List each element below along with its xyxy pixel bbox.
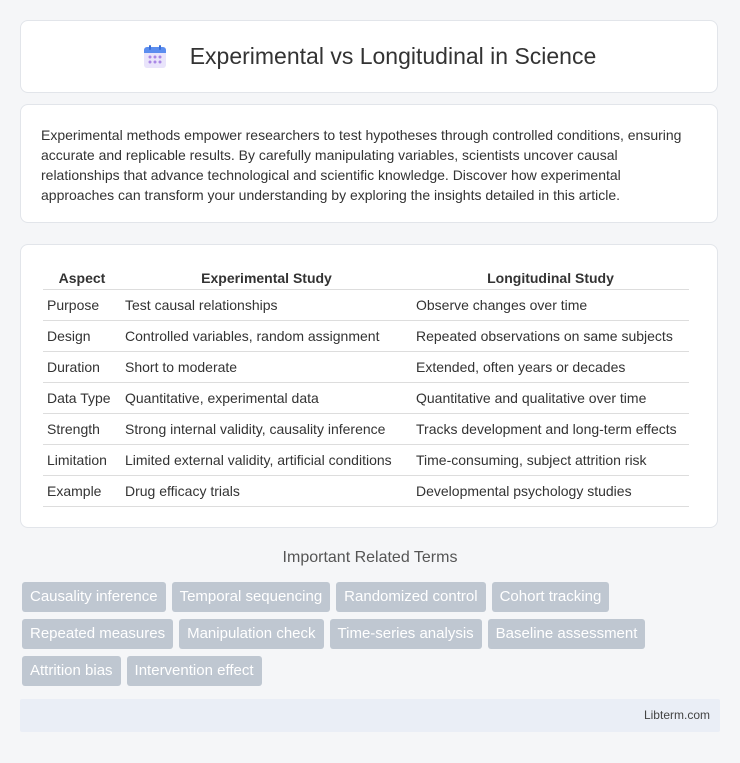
table-row: [43, 352, 689, 383]
table-row: [43, 414, 689, 445]
cell-longitudinal: Extended, often years or decades: [412, 352, 689, 383]
header-aspect: Aspect: [43, 265, 121, 290]
related-terms-heading: Important Related Terms: [282, 549, 458, 566]
table-header-row: [43, 265, 689, 290]
term-tag[interactable]: Intervention effect: [127, 656, 262, 686]
footer-site-link[interactable]: Libterm.com: [643, 708, 710, 722]
term-tag[interactable]: Manipulation check: [179, 619, 323, 649]
term-tag[interactable]: Repeated measures: [22, 619, 173, 649]
cell-longitudinal: Repeated observations on same subjects: [412, 321, 689, 352]
footer: [20, 699, 720, 732]
term-tag[interactable]: Attrition bias: [22, 656, 121, 686]
term-tag[interactable]: Cohort tracking: [492, 582, 610, 612]
term-tag[interactable]: Baseline assessment: [488, 619, 646, 649]
cell-experimental: Limited external validity, artificial conditions: [121, 445, 412, 476]
term-tag[interactable]: Temporal sequencing: [172, 582, 331, 612]
title-card: [20, 20, 718, 93]
table-row: [43, 290, 689, 321]
cell-experimental: Drug efficacy trials: [121, 476, 412, 507]
cell-experimental: Quantitative, experimental data: [121, 383, 412, 414]
cell-longitudinal: Tracks development and long-term effects: [412, 414, 689, 445]
cell-aspect: Design: [43, 321, 121, 352]
header-experimental: Experimental Study: [121, 265, 412, 290]
cell-aspect: Data Type: [43, 383, 121, 414]
table-row: [43, 383, 689, 414]
cell-longitudinal: Quantitative and qualitative over time: [412, 383, 689, 414]
cell-experimental: Short to moderate: [121, 352, 412, 383]
cell-aspect: Example: [43, 476, 121, 507]
related-terms-list: [22, 582, 702, 686]
term-tag[interactable]: Time-series analysis: [330, 619, 482, 649]
table-row: [43, 445, 689, 476]
term-tag[interactable]: Causality inference: [22, 582, 166, 612]
page-title: Experimental vs Longitudinal in Science: [189, 43, 597, 69]
table-row: [43, 476, 689, 507]
cell-experimental: Controlled variables, random assignment: [121, 321, 412, 352]
cell-longitudinal: Observe changes over time: [412, 290, 689, 321]
calendar-icon: [142, 44, 168, 70]
comparison-table: [43, 265, 689, 507]
cell-aspect: Strength: [43, 414, 121, 445]
intro-text: Experimental methods empower researchers to test hypotheses through controlled conditions, ensuring accurate and replicable results. By carefully manipulating variables, scientists uncover causal relationships that advance technological and scientific knowledge. Discover how experimental approaches can transform your understanding by exploring the insights detailed in this article.: [41, 127, 682, 203]
cell-aspect: Limitation: [43, 445, 121, 476]
header-longitudinal: Longitudinal Study: [412, 265, 689, 290]
cell-aspect: Duration: [43, 352, 121, 383]
term-tag[interactable]: Randomized control: [336, 582, 485, 612]
comparison-table-card: [20, 244, 718, 528]
cell-experimental: Strong internal validity, causality inference: [121, 414, 412, 445]
cell-longitudinal: Developmental psychology studies: [412, 476, 689, 507]
intro-card: [20, 104, 718, 223]
cell-longitudinal: Time-consuming, subject attrition risk: [412, 445, 689, 476]
cell-aspect: Purpose: [43, 290, 121, 321]
cell-experimental: Test causal relationships: [121, 290, 412, 321]
table-row: [43, 321, 689, 352]
